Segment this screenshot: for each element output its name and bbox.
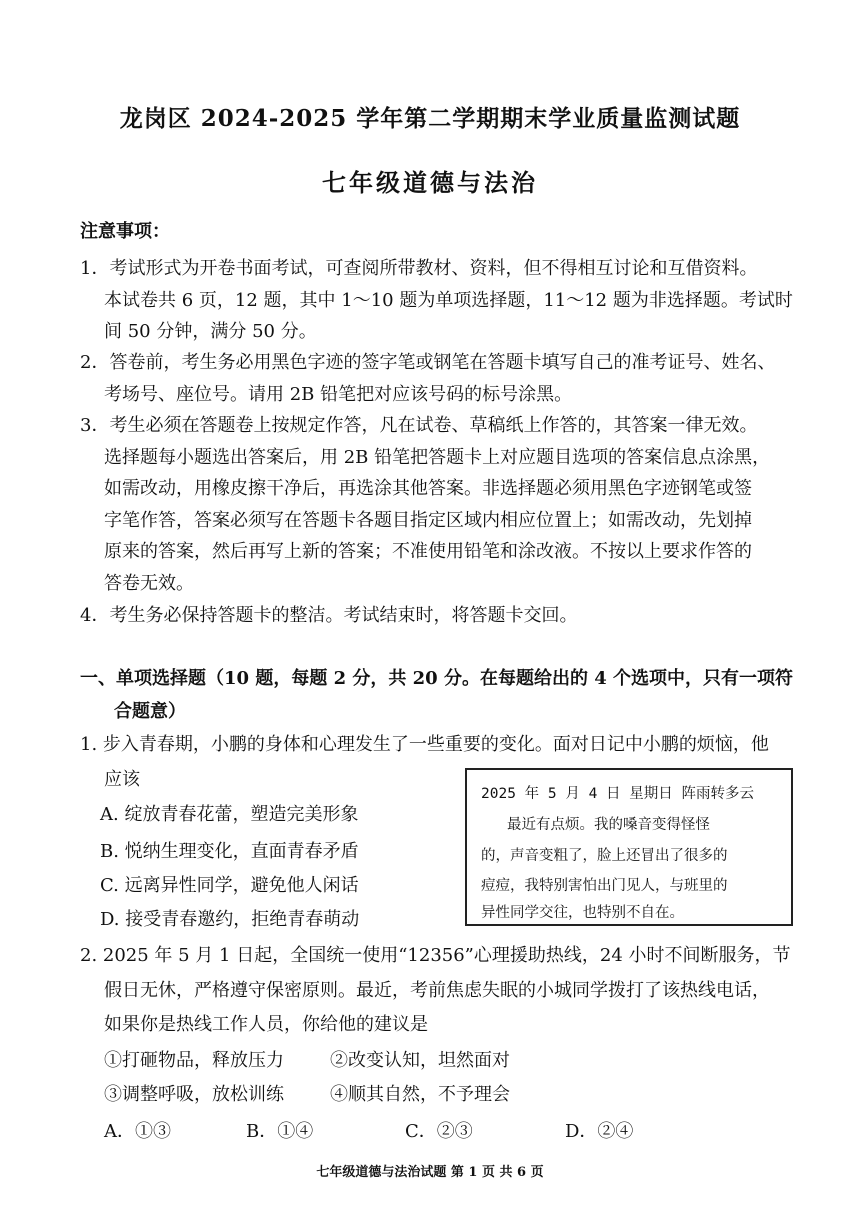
diary-line: 的，声音变粗了，脸上还冒出了很多的 <box>481 848 728 864</box>
notice-line: 如需改动，用橡皮擦干净后，再选涂其他答案。非选择题必须用黑色字迹钢笔或签 <box>104 478 752 499</box>
q2-item-1: ①打砸物品，释放压力 <box>104 1050 284 1071</box>
notice-line: 2．答卷前，考生务必用黑色字迹的签字笔或钢笔在答题卡填写自己的准考证号、姓名、 <box>80 352 776 373</box>
q2-item-3: ③调整呼吸，放松训练 <box>104 1084 284 1105</box>
section-heading: 一、单项选择题（10 题，每题 2 分，共 20 分。在每题给出的 4 个选项中，只有一项符 <box>80 668 794 689</box>
q2-item-4: ④顺其自然，不予理会 <box>330 1084 510 1105</box>
section-heading-cont: 合题意） <box>114 701 186 722</box>
q2-item-2: ②改变认知，坦然面对 <box>330 1050 510 1071</box>
diary-date-line: 2025 年 5 月 4 日 星期日 阵雨转多云 <box>481 786 754 802</box>
diary-line: 最近有点烦。我的嗓音变得怪怪 <box>507 817 710 833</box>
notice-line: 本试卷共 6 页，12 题，其中 1～10 题为单项选择题，11～12 题为非选择题。考试时 <box>104 290 793 311</box>
notice-line: 1．考试形式为开卷书面考试，可查阅所带教材、资料，但不得相互讨论和互借资料。 <box>80 258 758 279</box>
page-footer: 七年级道德与法治试题 第 1 页 共 6 页 <box>316 1165 544 1180</box>
exam-subtitle: 七年级道德与法治 <box>322 168 538 197</box>
notice-line: 间 50 分钟，满分 50 分。 <box>104 321 317 342</box>
q2-choice-b: B．①④ <box>246 1121 314 1142</box>
q1-option-a: A. 绽放青春花蕾，塑造完美形象 <box>100 804 359 825</box>
diary-line: 痘痘，我特别害怕出门见人，与班里的 <box>481 878 728 894</box>
notice-heading: 注意事项： <box>80 221 170 242</box>
q2-stem-cont: 如果你是热线工作人员，你给他的建议是 <box>104 1014 428 1035</box>
q2-stem-cont: 假日无休，严格遵守保密原则。最近，考前焦虑失眠的小城同学拨打了该热线电话， <box>104 980 770 1001</box>
notice-line: 3．考生必须在答题卷上按规定作答，凡在试卷、草稿纸上作答的，其答案一律无效。 <box>80 415 758 436</box>
notice-line: 字笔作答，答案必须写在答题卡各题目指定区域内相应位置上；如需改动，先划掉 <box>104 510 752 531</box>
notice-line: 原来的答案，然后再写上新的答案；不准使用铅笔和涂改液。不按以上要求作答的 <box>104 541 752 562</box>
q1-option-b: B. 悦纳生理变化，直面青春矛盾 <box>100 841 359 862</box>
q1-option-c: C. 远离异性同学，避免他人闲话 <box>100 875 359 896</box>
q1-option-d: D. 接受青春邀约，拒绝青春萌动 <box>100 909 360 930</box>
q1-stem: 1. 步入青春期，小鹏的身体和心理发生了一些重要的变化。面对日记中小鹏的烦恼，他 <box>80 734 769 755</box>
q2-stem: 2. 2025 年 5 月 1 日起，全国统一使用“12356”心理援助热线，24 小时不间断服务，节 <box>80 945 791 966</box>
q2-choice-d: D．②④ <box>565 1121 634 1142</box>
q2-choice-a: A．①③ <box>104 1121 171 1142</box>
q1-stem-cont: 应该 <box>104 769 140 790</box>
notice-line: 答卷无效。 <box>104 573 194 594</box>
q2-choice-c: C．②③ <box>405 1121 473 1142</box>
diary-box <box>465 768 793 926</box>
exam-title: 龙岗区 2024-2025 学年第二学期期末学业质量监测试题 <box>119 105 741 132</box>
notice-line: 4．考生务必保持答题卡的整洁。考试结束时，将答题卡交回。 <box>80 605 578 626</box>
notice-line: 考场号、座位号。请用 2B 铅笔把对应该号码的标号涂黑。 <box>104 384 573 405</box>
notice-line: 选择题每小题选出答案后，用 2B 铅笔把答题卡上对应题目选项的答案信息点涂黑， <box>104 447 771 468</box>
diary-line: 异性同学交往，也特别不自在。 <box>481 905 684 921</box>
